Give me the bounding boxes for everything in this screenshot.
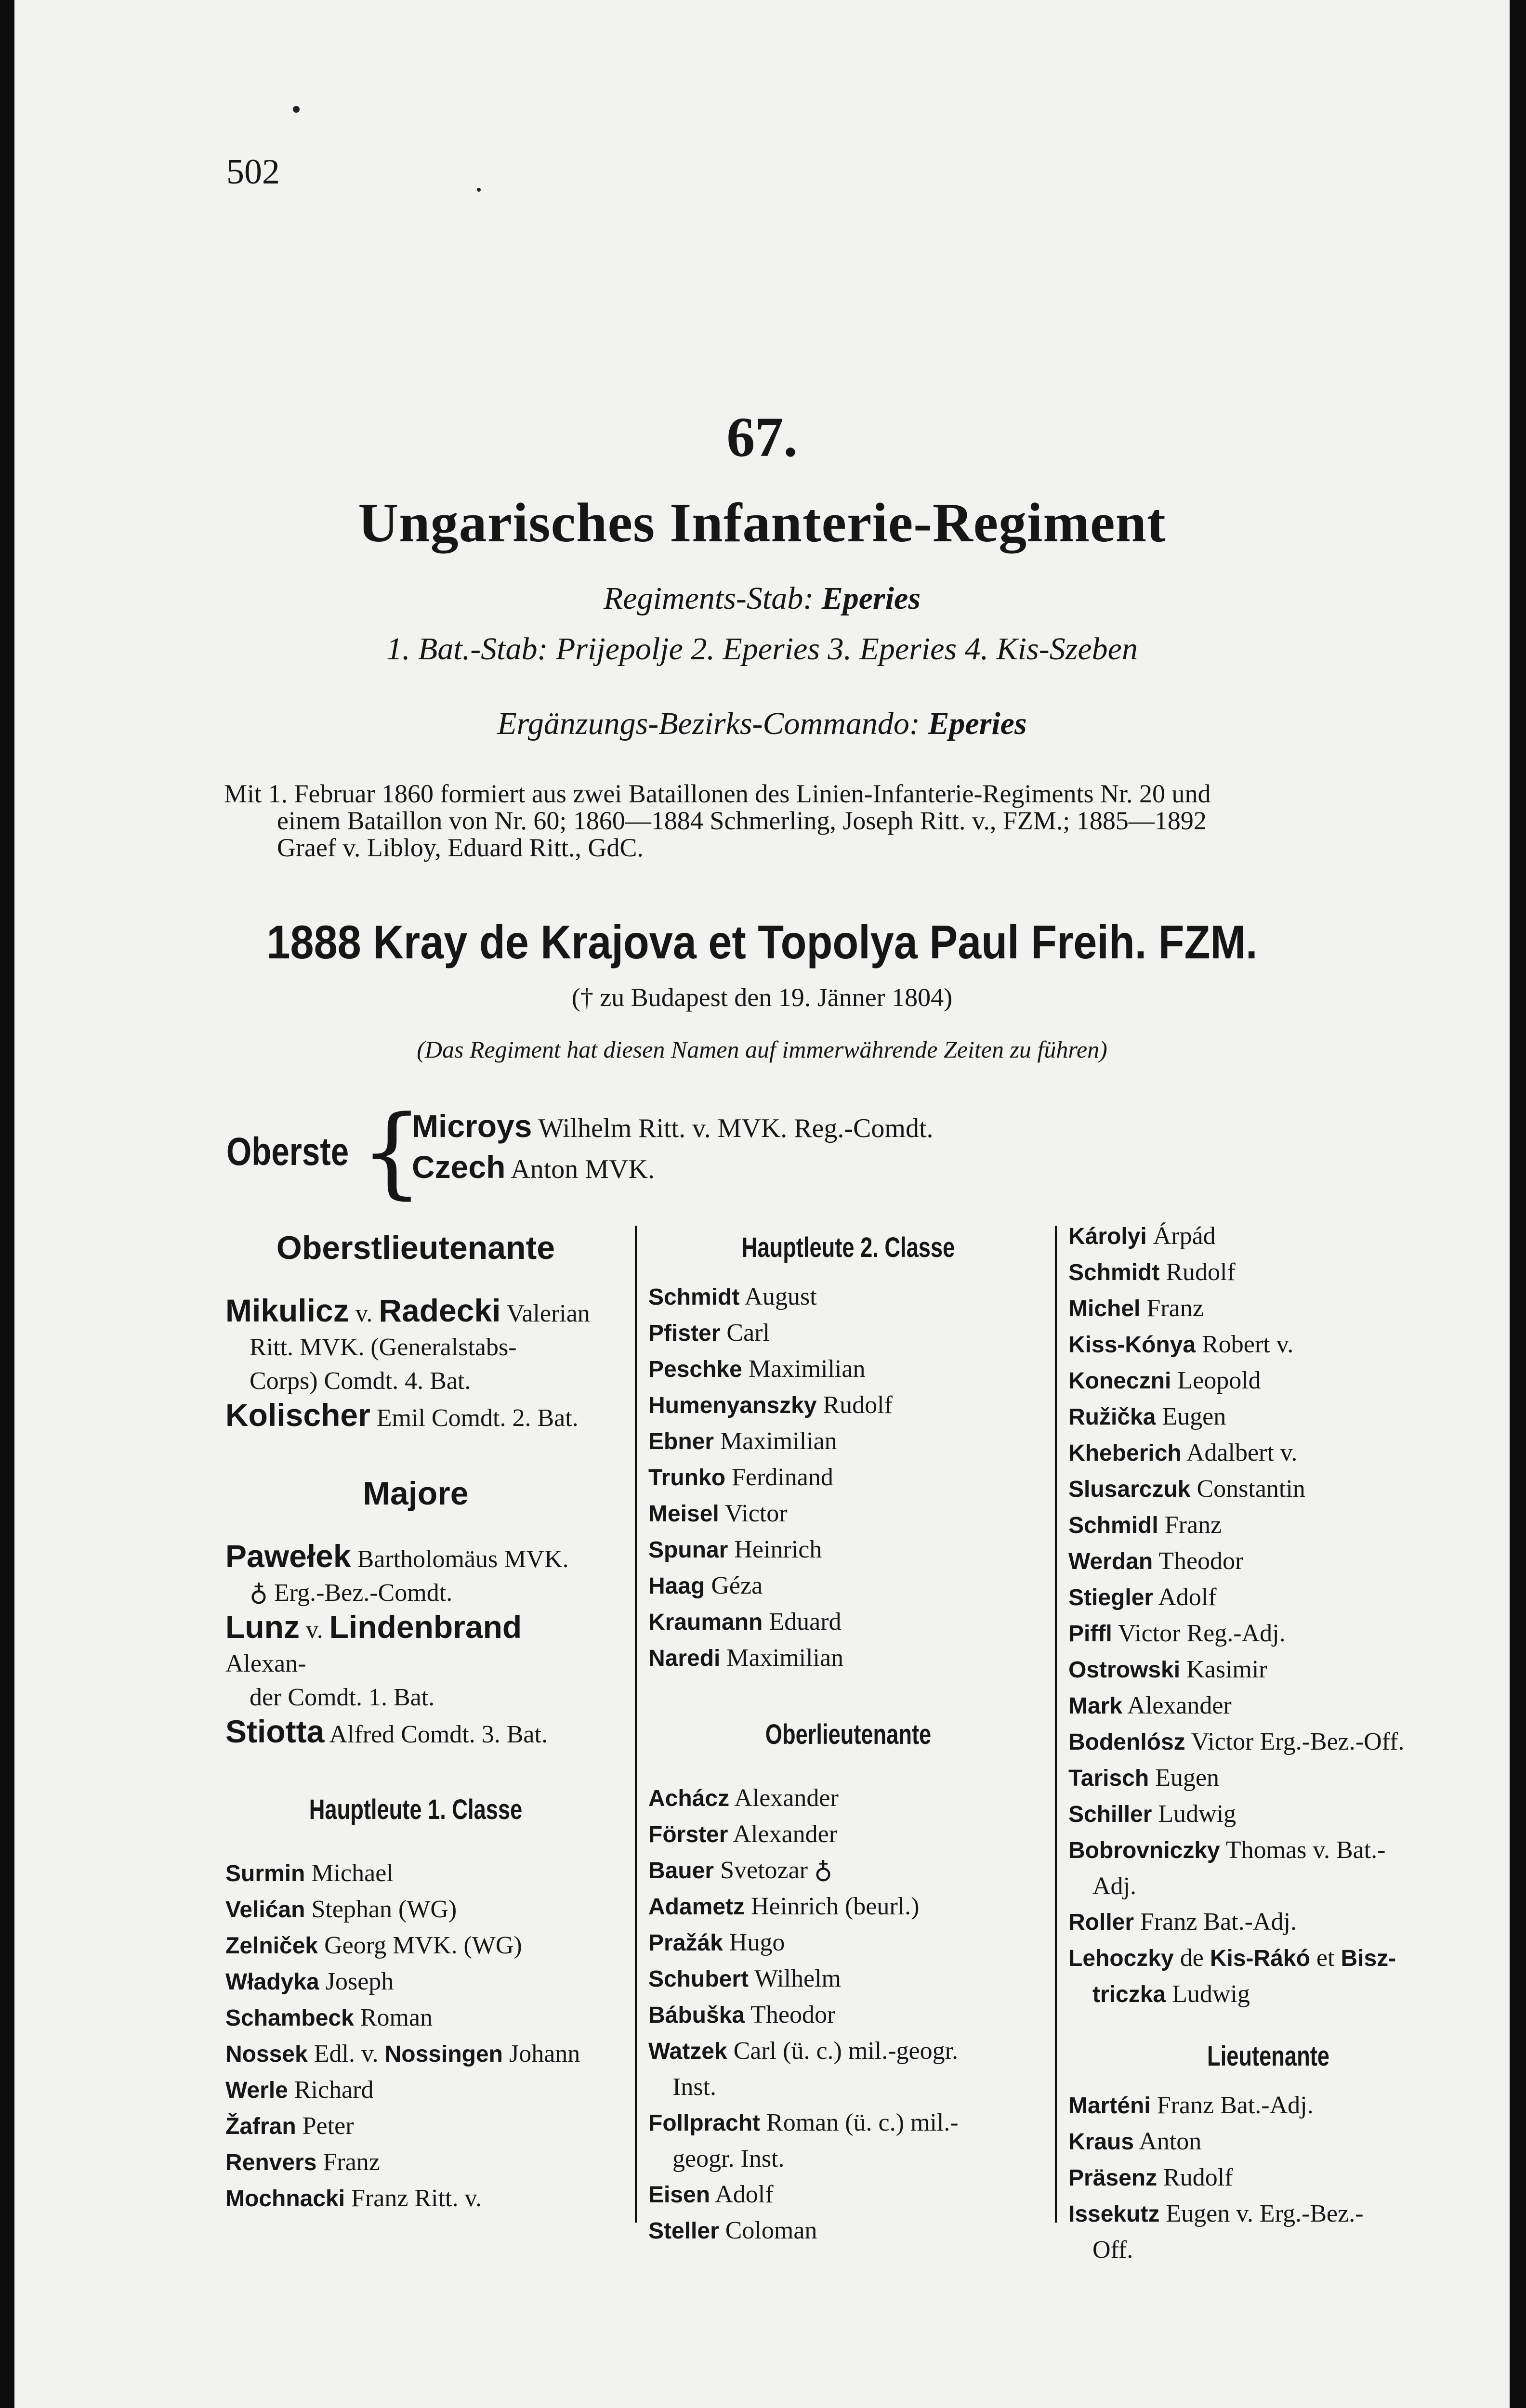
list-item: Kraumann Eduard	[648, 1608, 842, 1636]
list-item: Nossek Edl. v. Nossingen Johann	[225, 2040, 580, 2068]
list-item: Mikulicz v. Radecki Valerian	[225, 1293, 590, 1328]
page-number: 502	[226, 152, 280, 192]
list-item: Naredi Maximilian	[648, 1644, 844, 1672]
ink-speck	[293, 106, 300, 113]
regiment-history	[224, 780, 1469, 861]
column-3	[1068, 1218, 1468, 2268]
list-item: Schubert Wilhelm	[648, 1965, 841, 1992]
list-item: Haag Géza	[648, 1572, 763, 1599]
list-item: Michel Franz	[1068, 1295, 1204, 1322]
list-item: der Comdt. 1. Bat.	[250, 1684, 435, 1711]
list-item: Schiller Ludwig	[1068, 1800, 1237, 1828]
list-item: Ebner Maximilian	[648, 1427, 837, 1455]
list-item: Piffl Victor Reg.-Adj.	[1068, 1620, 1286, 1647]
column-rule	[1055, 1226, 1057, 2223]
list-item: Förster Alexander	[648, 1820, 838, 1848]
column-1	[225, 1218, 606, 2217]
scan-border-right	[1510, 0, 1526, 2408]
history-line: einem Bataillon von Nr. 60; 1860—1884 Schmerling, Joseph Ritt. v., FZM.; 1885—1892	[277, 806, 1207, 835]
list-item: Kraus Anton	[1068, 2128, 1202, 2155]
list-item: Bauer Svetozar ♁	[648, 1857, 832, 1884]
section-heading-hauptleute-2: Hauptleute 2. Classe	[741, 1232, 955, 1263]
list-item: Ostrowski Kasimir	[1068, 1656, 1267, 1683]
column-2	[648, 1218, 1048, 2249]
section-heading-hauptleute-1: Hauptleute 1. Classe	[309, 1794, 523, 1825]
erg-place: Eperies	[928, 706, 1027, 741]
list-item: Follpracht Roman (ü. c.) mil.-	[648, 2109, 959, 2136]
erg-bezirks-commando	[14, 706, 1510, 742]
section-heading-lieutenante: Lieutenante	[1207, 2041, 1329, 2072]
list-item: geogr. Inst.	[672, 2145, 785, 2172]
list-item: Surmin Michael	[225, 1859, 394, 1887]
list-item: Werle Richard	[225, 2076, 374, 2104]
list-item: Werdan Theodor	[1068, 1547, 1244, 1575]
ink-speck	[477, 188, 481, 192]
list-item: Stiotta Alfred Comdt. 3. Bat.	[225, 1714, 548, 1749]
list-item: Žafran Peter	[225, 2112, 354, 2140]
list-item: Watzek Carl (ü. c.) mil.-geogr.	[648, 2037, 959, 2065]
list-item: Bobrovniczky Thomas v. Bat.-	[1068, 1836, 1386, 1864]
brace: {	[360, 1095, 423, 1209]
section-heading-oberlieutenante: Oberlieutenante	[765, 1719, 932, 1750]
list-item: Schmidl Franz	[1068, 1511, 1222, 1539]
section-heading-oberstlieutenante: Oberstlieutenante	[276, 1230, 555, 1266]
column-rule	[635, 1226, 637, 2223]
list-item: Issekutz Eugen v. Erg.-Bez.-	[1068, 2200, 1364, 2227]
list-item: Zelniček Georg MVK. (WG)	[225, 1932, 522, 1959]
stab-label: Regiments-Stab:	[603, 581, 814, 616]
surname: Czech	[412, 1149, 506, 1185]
list-item: Ružička Eugen	[1068, 1403, 1226, 1430]
list-item: Roller Franz Bat.-Adj.	[1068, 1908, 1297, 1936]
list-item: Pawełek Bartholomäus MVK.	[225, 1538, 569, 1574]
scan-border-left	[0, 0, 14, 2408]
list-item: Bodenlósz Victor Erg.-Bez.-Off.	[1068, 1728, 1405, 1755]
list-item: Károlyi Árpád	[1068, 1222, 1216, 1250]
list-item: Koneczni Leopold	[1068, 1367, 1261, 1394]
page	[14, 0, 1510, 2408]
history-line: Mit 1. Februar 1860 formiert aus zwei Bataillonen des Linien-Infanterie-Regiments Nr. 20 und	[224, 779, 1211, 808]
list-item: Eisen Adolf	[648, 2181, 774, 2208]
list-item: Mochnacki Franz Ritt. v.	[225, 2185, 482, 2212]
list-item: Adametz Heinrich (beurl.)	[648, 1893, 920, 1920]
erg-label: Ergänzungs-Bezirks-Commando:	[497, 706, 920, 741]
battalion-stabs: 1. Bat.-Stab: Prijepolje 2. Eperies 3. Eperies 4. Kis-Szeben	[386, 631, 1138, 667]
regiment-stab	[14, 580, 1510, 617]
list-item: Pfister Carl	[648, 1319, 770, 1347]
list-item: Kiss-Kónya Robert v.	[1068, 1331, 1294, 1358]
list-item: Off.	[1092, 2236, 1133, 2264]
stab-place: Eperies	[821, 581, 921, 616]
list-item: Spunar Heinrich	[648, 1536, 822, 1563]
list-item: Peschke Maximilian	[648, 1355, 866, 1383]
oberst-entry: Microys Wilhelm Ritt. v. MVK. Reg.-Comdt.	[412, 1108, 934, 1144]
list-item: Bábuška Theodor	[648, 2001, 836, 2028]
surname: Microys	[412, 1108, 532, 1144]
inhaber-death-note: († zu Budapest den 19. Jänner 1804)	[571, 983, 953, 1012]
list-item: Corps) Comdt. 4. Bat.	[250, 1367, 471, 1395]
list-item: Renvers Franz	[225, 2148, 380, 2176]
list-item: Ritt. MVK. (Generalstabs-	[250, 1334, 517, 1361]
list-item: Schmidt August	[648, 1283, 817, 1310]
list-item: triczka Ludwig	[1092, 1980, 1250, 2008]
history-line: Graef v. Libloy, Eduard Ritt., GdC.	[277, 833, 644, 862]
oberst-entry: Czech Anton MVK.	[412, 1149, 655, 1185]
list-item: Velićan Stephan (WG)	[225, 1896, 457, 1923]
list-item: Trunko Ferdinand	[648, 1464, 833, 1491]
list-item: ♁ Erg.-Bez.-Comdt.	[250, 1579, 453, 1607]
list-item: Kheberich Adalbert v.	[1068, 1439, 1298, 1466]
list-item: Slusarczuk Constantin	[1068, 1475, 1305, 1503]
list-item: Pražák Hugo	[648, 1929, 785, 1956]
list-item: Lunz v. Lindenbrand Alexan-	[225, 1609, 522, 1677]
oberste-label: Oberste	[226, 1130, 349, 1174]
list-item: Schambeck Roman	[225, 2004, 433, 2031]
list-item: Inst.	[672, 2073, 716, 2101]
list-item: Stiegler Adolf	[1068, 1584, 1217, 1611]
list-item: Adj.	[1092, 1872, 1136, 1900]
list-item: Kolischer Emil Comdt. 2. Bat.	[225, 1397, 579, 1433]
regiment-inhaber: 1888 Kray de Krajova et Topolya Paul Freih. FZM.	[266, 916, 1258, 968]
list-item: Meisel Victor	[648, 1500, 788, 1527]
list-item: Tarisch Eugen	[1068, 1764, 1220, 1792]
list-item: Steller Coloman	[648, 2217, 817, 2244]
list-item: Präsenz Rudolf	[1068, 2164, 1233, 2191]
regiment-name-note: (Das Regiment hat diesen Namen auf immerwährende Zeiten zu führen)	[417, 1036, 1107, 1063]
regiment-name: Ungarisches Infanterie-Regiment	[358, 492, 1166, 554]
list-item: Marténi Franz Bat.-Adj.	[1068, 2092, 1314, 2119]
regiment-number: 67.	[726, 406, 798, 469]
list-item: Mark Alexander	[1068, 1692, 1232, 1719]
list-item: Władyka Joseph	[225, 1968, 394, 1995]
list-item: Humenyanszky Rudolf	[648, 1391, 893, 1419]
list-item: Achácz Alexander	[648, 1784, 839, 1812]
list-item: Schmidt Rudolf	[1068, 1258, 1236, 1286]
list-item: Lehoczky de Kis-Rákó et Bisz-	[1068, 1944, 1396, 1972]
section-heading-majore: Majore	[363, 1475, 469, 1512]
